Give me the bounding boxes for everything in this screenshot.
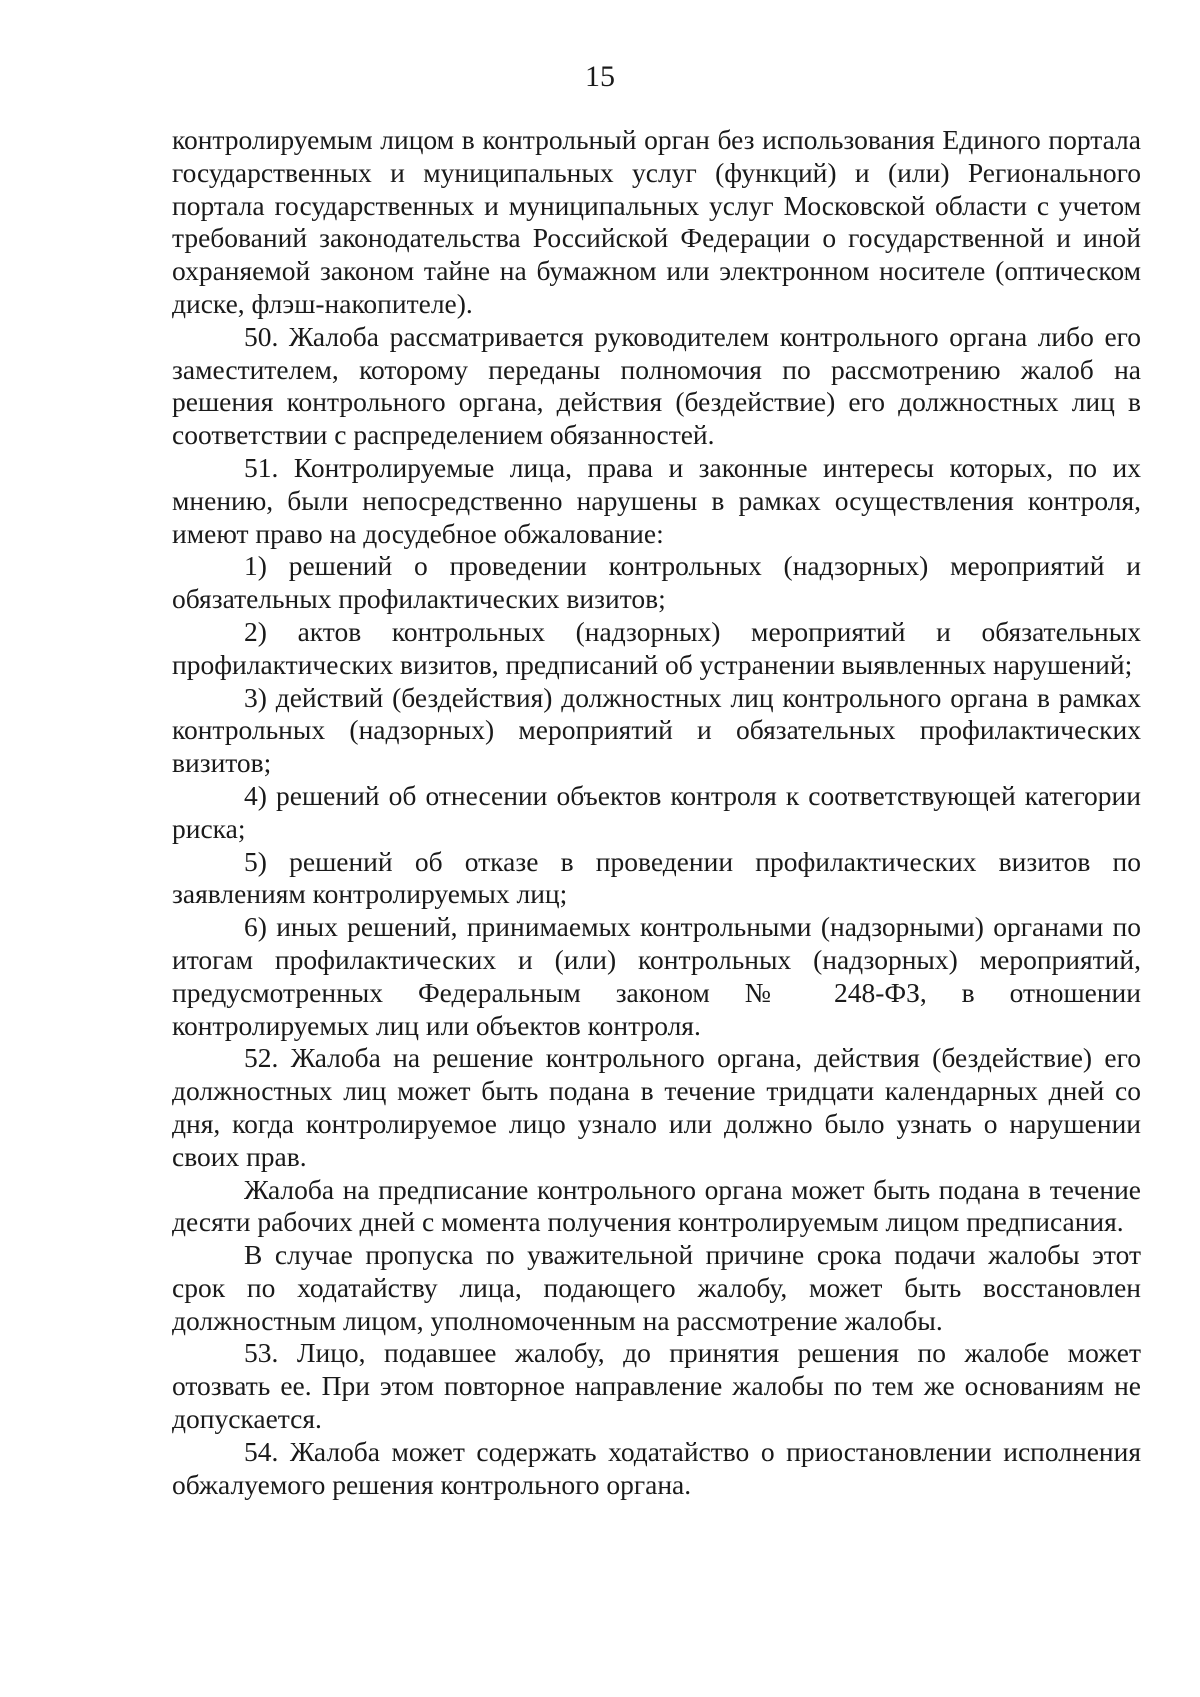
paragraph-52-deadline-restore: В случае пропуска по уважительной причине срока подачи жалобы этот срок по ходатайству лица, подающего жалобу, может быть восстановлен должностным лицом, уполномоченным на рассмотрение жалобы.: [172, 1239, 1141, 1336]
document-body: [172, 124, 1141, 1501]
list-item-6: 6) иных решений, принимаемых контрольными (надзорными) органами по итогам профилактических и (или) контрольных (надзорных) мероприятий, предусмотренных Федеральным законом № 248-ФЗ, в отношении контролируемых лиц или объектов контроля.: [172, 911, 1141, 1041]
paragraph-continuation: контролируемым лицом в контрольный орган без использования Единого портала государственных и муниципальных услуг (функций) и (или) Регионального портала государственных и муниципальных услуг Московской области с учетом требований законодательства Российской Федерации о государственной и иной охраняемой законом тайне на бумажном или электронном носителе (оптическом диске, флэш-накопителе).: [172, 124, 1141, 319]
page-number: 15: [585, 60, 615, 93]
paragraph-52: 52. Жалоба на решение контрольного органа, действия (бездействие) его должностных лиц может быть подана в течение тридцати календарных дней со дня, когда контролируемое лицо узнало или должно было узнать о нарушении своих прав.: [172, 1042, 1141, 1172]
list-item-1: 1) решений о проведении контрольных (надзорных) мероприятий и обязательных профилактических визитов;: [172, 550, 1141, 615]
paragraph-54: 54. Жалоба может содержать ходатайство о приостановлении исполнения обжалуемого решения контрольного органа.: [172, 1435, 1141, 1500]
paragraph-52-prescription: Жалоба на предписание контрольного органа может быть подана в течение десяти рабочих дней с момента получения контролируемым лицом предписания.: [172, 1173, 1141, 1238]
paragraph-51: 51. Контролируемые лица, права и законные интересы которых, по их мнению, были непосредственно нарушены в рамках осуществления контроля, имеют право на досудебное обжалование:: [172, 451, 1141, 549]
list-item-2: 2) актов контрольных (надзорных) мероприятий и обязательных профилактических визитов, предписаний об устранении выявленных нарушений;: [172, 615, 1141, 680]
list-item-3: 3) действий (бездействия) должностных лиц контрольного органа в рамках контрольных (надзорных) мероприятий и обязательных профилактических визитов;: [172, 681, 1141, 779]
paragraph-53: 53. Лицо, подавшее жалобу, до принятия решения по жалобе может отозвать ее. При этом повторное направление жалобы по тем же основаниям не допускается.: [172, 1337, 1141, 1435]
list-item-5: 5) решений об отказе в проведении профилактических визитов по заявлениям контролируемых лиц;: [172, 845, 1141, 910]
paragraph-50: 50. Жалоба рассматривается руководителем контрольного органа либо его заместителем, которому переданы полномочия по рассмотрению жалоб на решения контрольного органа, действия (бездействие) его должностных лиц в соответствии с распределением обязанностей.: [172, 320, 1141, 451]
list-item-4: 4) решений об отнесении объектов контроля к соответствующей категории риска;: [172, 779, 1141, 844]
